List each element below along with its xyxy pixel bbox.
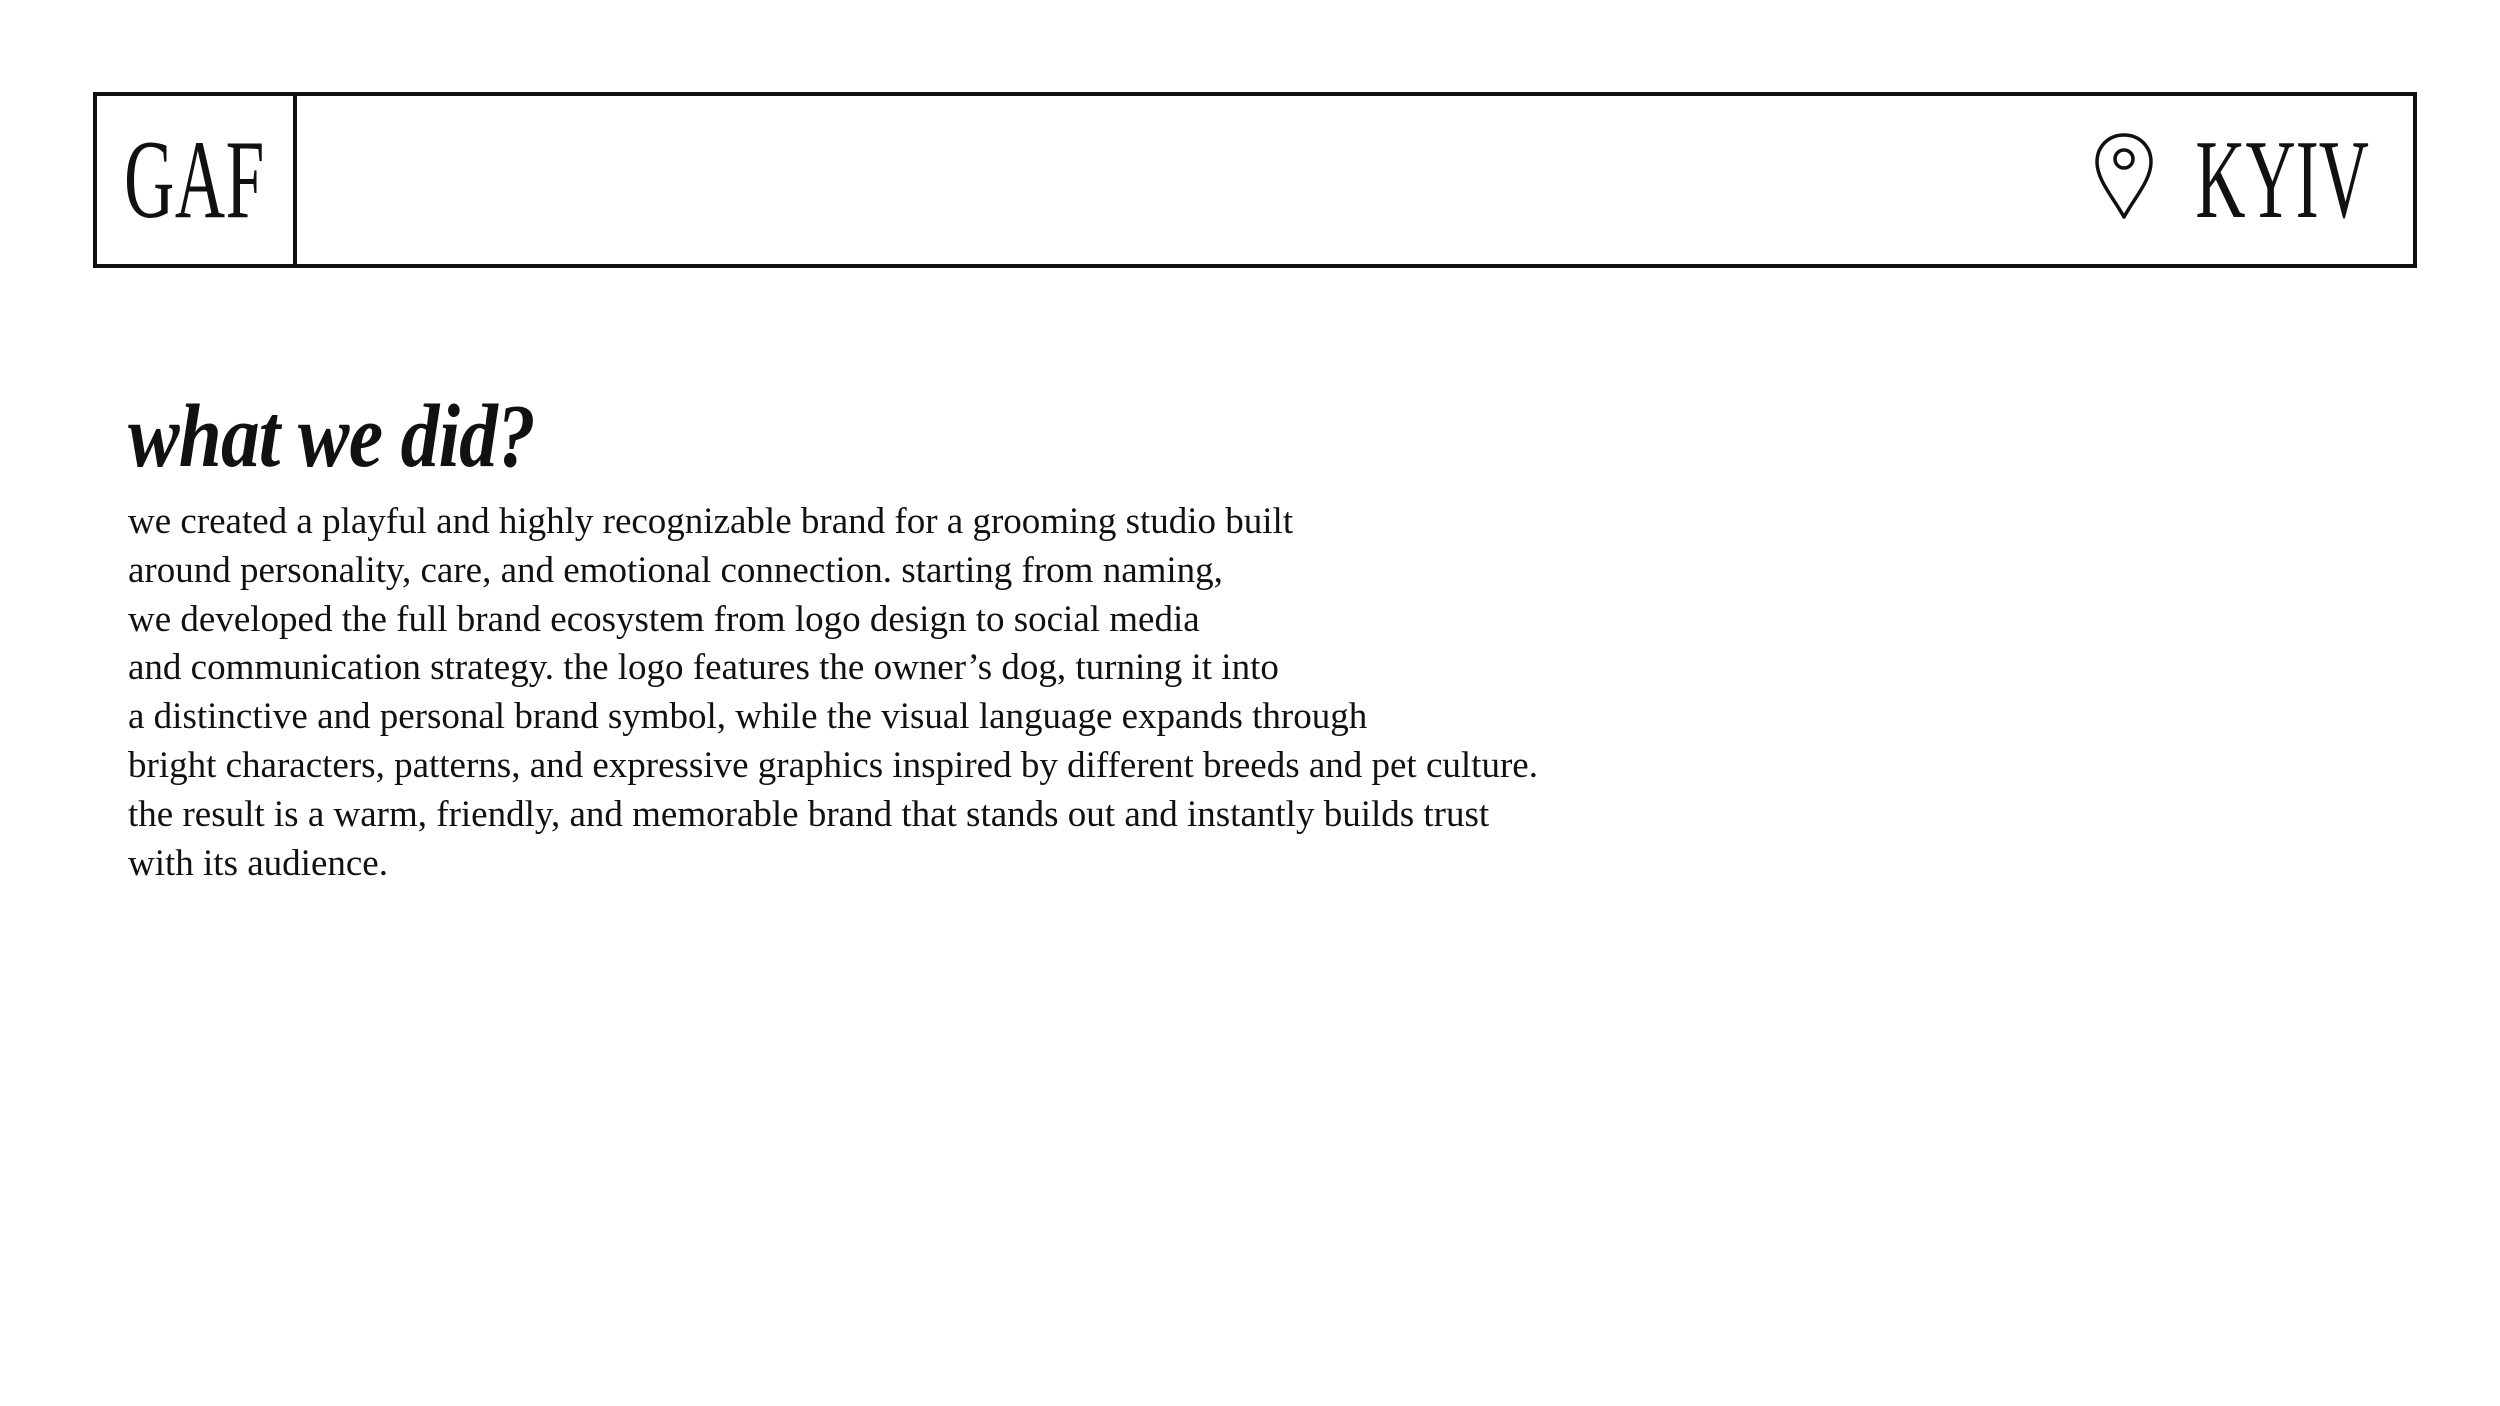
paragraph-line: we created a playful and highly recognizable brand for a grooming studio built: [128, 501, 1294, 542]
paragraph-line: we developed the full brand ecosystem from logo design to social media: [128, 598, 1200, 640]
brand-logo[interactable]: GAF: [124, 118, 266, 242]
location: [2093, 96, 2413, 264]
paragraph-line: a distinctive and personal brand symbol, while the visual language expands through: [128, 696, 1368, 738]
paragraph-line: around personality, care, and emotional connection. starting from naming,: [128, 549, 1223, 591]
logo-cell[interactable]: [97, 96, 297, 264]
paragraph-line: bright characters, patterns, and expressive graphics inspired by different breeds and pet culture.: [128, 744, 1538, 786]
section-heading: what we did?: [128, 387, 535, 486]
description-paragraph: [128, 498, 1828, 888]
map-pin-icon: [2093, 131, 2155, 221]
content-section: [128, 387, 1828, 888]
paragraph-line: the result is a warm, friendly, and memorable brand that stands out and instantly builds trust: [128, 793, 1490, 835]
paragraph-line: and communication strategy. the logo features the owner’s dog, turning it into: [128, 647, 1279, 689]
header-bar: [93, 92, 2417, 268]
location-label: KYIV: [2195, 118, 2369, 242]
header-spacer: [297, 96, 2093, 264]
paragraph-line: with its audience.: [128, 842, 388, 884]
